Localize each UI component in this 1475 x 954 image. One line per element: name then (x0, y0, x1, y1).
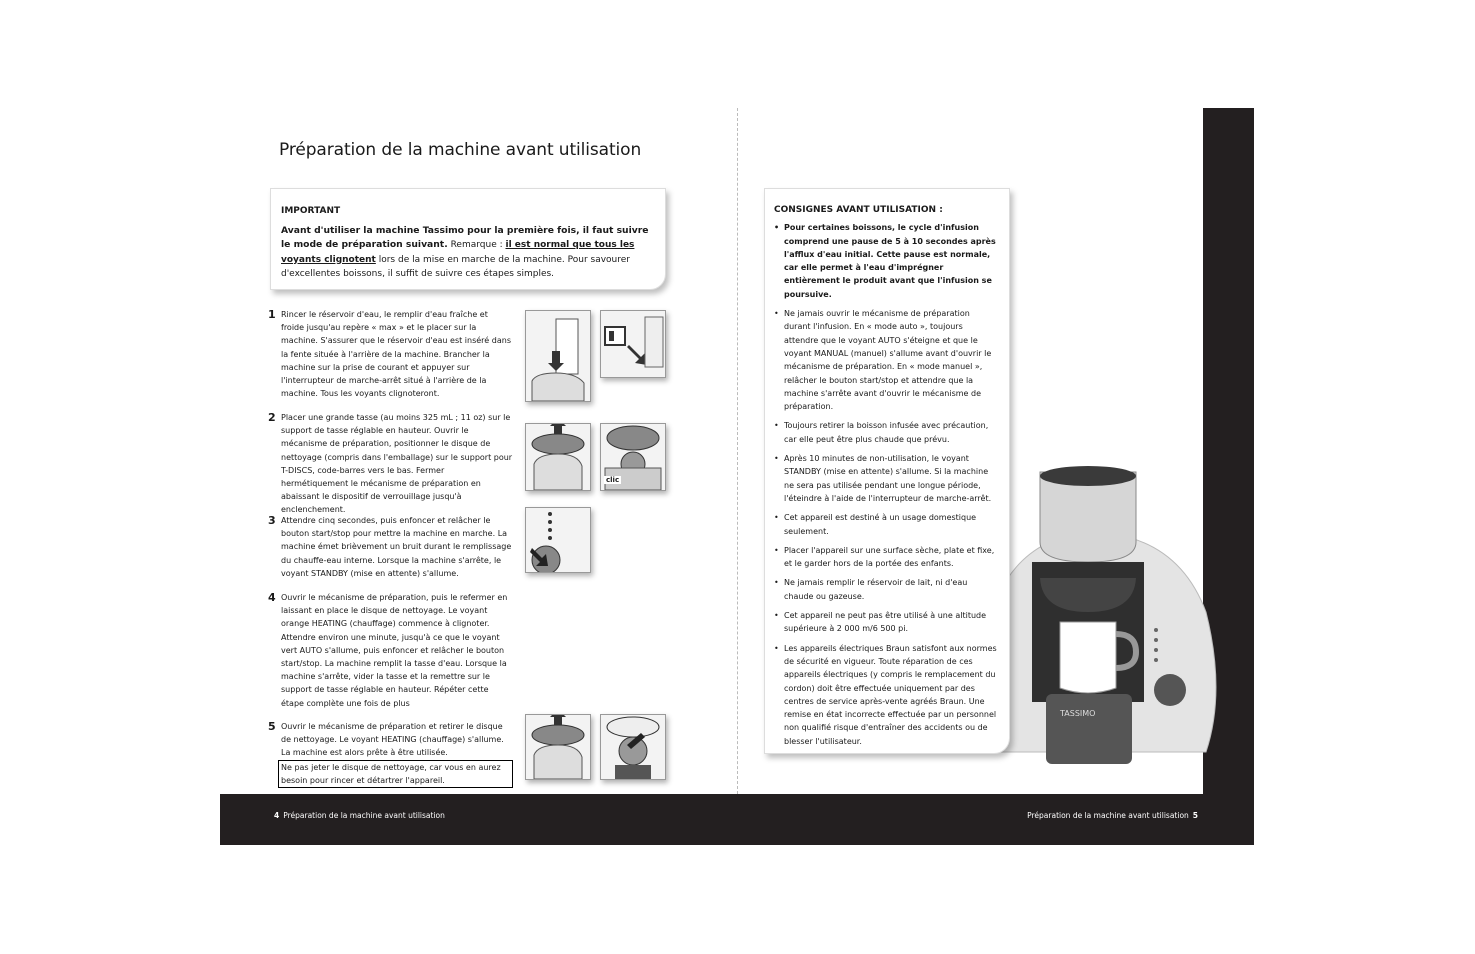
page-footer (220, 794, 1254, 845)
tassimo-machine-image (976, 462, 1226, 787)
important-lead: Avant d'utiliser la machine Tassimo pour la première fois, il faut suivre le mode de préparation suivant. (281, 224, 649, 250)
step-text: Ouvrir le mécanisme de préparation, puis le refermer en laissant en place le disque de nettoyage. Le voyant orange HEATING (chauffage) commence à clignoter. Attendre environ une minute, jusqu'à ce que le voyant vert AUTO s'allume, puis enfoncer et relâcher le bouton start/stop. La machine remplit la tasse d'eau. Lorsque la machine s'arrête, vider la tasse et la remettre sur le support de tasse réglable en hauteur. Répéter cette étape complète une fois de plus (281, 593, 508, 708)
illustration-step1-switch (600, 310, 666, 378)
footer-left-text: Préparation de la machine avant utilisation (283, 811, 445, 820)
coffee-machine-drawing (976, 462, 1226, 787)
step-text: Ouvrir le mécanisme de préparation et retirer le disque de nettoyage. Le voyant HEATING (chauffage) s'allume. La machine est alors prête à être utilisée. (281, 722, 504, 758)
step-text: Rincer le réservoir d'eau, le remplir d'eau fraîche et froide jusqu'au repère « max » et le placer sur la machine. S'assurer que le réservoir d'eau est inséré dans la fente située à l'arrière de la machine. Brancher la machine sur la prise de courant et appuyer sur l'interrupteur de marche-arrêt situé à l'arrière de la machine. Tous les voyants clignoteront. (281, 310, 511, 399)
list-item: • Les appareils électriques Braun satisfont aux normes de sécurité en vigueur. Toute réparation de ces appareils électriques (y compris le remplacement du cordon) doit être effectuée uniquement par des centres de service après-vente agréés Braun. Une remise en état incorrecte effectuée par un personnel non qualifié risque d'entraîner des accidents ou de blesser l'utilisateur. (774, 642, 998, 748)
footer-right-text: Préparation de la machine avant utilisation (1027, 811, 1189, 820)
important-heading: IMPORTANT (281, 206, 341, 216)
illustration-step2-open (525, 423, 591, 491)
step-number: 1 (268, 308, 276, 321)
machine-brand-label: TASSIMO (1060, 709, 1096, 718)
list-item: • Toujours retirer la boisson infusée avec précaution, car elle peut être plus chaude que prévu. (774, 419, 998, 446)
step-3 (268, 514, 513, 580)
step-5 (268, 720, 513, 788)
open-mechanism-drawing (526, 715, 590, 779)
remove-disc-drawing (601, 715, 665, 779)
important-underlined: il est normal que tous les voyants clignotent (281, 240, 635, 265)
illustration-step5-open (525, 714, 591, 780)
step-text: Attendre cinq secondes, puis enfoncer et relâcher le bouton start/stop pour mettre la machine en marche. La machine émet brièvement un bruit durant le remplissage du chauffe-eau interne. Lorsque la machine s'arrête, le voyant STANDBY (mise en attente) s'allume. (281, 516, 512, 578)
important-remark: Remarque : (450, 240, 503, 250)
page-number-left: 4 (274, 811, 280, 820)
step-2 (268, 411, 513, 517)
water-tank-drawing (526, 311, 590, 401)
list-item: • Cet appareil ne peut pas être utilisé à une altitude supérieure à 2 000 m/6 500 pi. (774, 609, 998, 636)
list-item: • Cet appareil est destiné à un usage domestique seulement. (774, 511, 998, 538)
step-1 (268, 308, 513, 400)
power-switch-drawing (601, 311, 665, 377)
clic-label: clic (606, 476, 620, 484)
important-rest: lors de la mise en marche de la machine. Pour savourer d'excellentes boissons, il suffit de suivre ces étapes simples. (281, 254, 630, 279)
important-box (270, 188, 666, 290)
list-item: • Pour certaines boissons, le cycle d'infusion comprend une pause de 5 à 10 secondes après l'afflux d'eau initial. Cette pause est normale, car elle permet à l'eau d'imprégner entièrement le produit avant que l'infusion se poursuive. (774, 221, 998, 301)
consignes-heading: CONSIGNES AVANT UTILISATION : (774, 205, 943, 215)
step-note: Ne pas jeter le disque de nettoyage, car vous en aurez besoin pour rincer et détartrer l'appareil. (278, 760, 513, 788)
page-title: Préparation de la machine avant utilisation (279, 140, 642, 160)
list-item: • Ne jamais ouvrir le mécanisme de préparation durant l'infusion. En « mode auto », toujours attendre que le voyant AUTO s'éteigne et que le voyant MANUAL (manuel) s'allume avant d'ouvrir le mécanisme de préparation. En « mode manuel », relâcher le bouton start/stop et attendre que la machine s'arrête avant d'ouvrir le mécanisme de préparation. (774, 307, 998, 413)
start-button-drawing (526, 508, 590, 572)
step-number: 3 (268, 514, 276, 527)
list-item: • Ne jamais remplir le réservoir de lait, ni d'eau chaude ou gazeuse. (774, 576, 998, 603)
step-4 (268, 591, 513, 710)
list-item: • Après 10 minutes de non-utilisation, le voyant STANDBY (mise en attente) s'allume. Si la machine ne sera pas utilisée pendant une longue période, l'éteindre à l'aide de l'interrupteur de marche-arrêt. (774, 452, 998, 505)
consignes-box (764, 188, 1010, 754)
step-text: Placer une grande tasse (au moins 325 mL ; 11 oz) sur le support de tasse réglable en hauteur. Ouvrir le mécanisme de préparation, positionner le disque de nettoyage (compris dans l'emballage) sur le support pour T-DISCS, code-barres vers le bas. Fermer hermétiquement le mécanisme de préparation en abaissant le dispositif de verrouillage jusqu'à enclenchement. (281, 413, 513, 515)
list-item: • Placer l'appareil sur une surface sèche, plate et fixe, et le garder hors de la portée des enfants. (774, 544, 998, 571)
page-divider (737, 108, 738, 794)
page-number-right: 5 (1192, 811, 1198, 820)
consignes-list (774, 221, 998, 748)
step-number: 2 (268, 411, 276, 424)
illustration-step3-button (525, 507, 591, 573)
illustration-step2-lock (600, 423, 666, 491)
footer-left (270, 811, 445, 820)
step-number: 4 (268, 591, 276, 604)
step-number: 5 (268, 720, 276, 733)
footer-right (1027, 811, 1202, 820)
illustration-step1-tank (525, 310, 591, 402)
open-mechanism-drawing (526, 424, 590, 490)
illustration-step5-disc (600, 714, 666, 780)
